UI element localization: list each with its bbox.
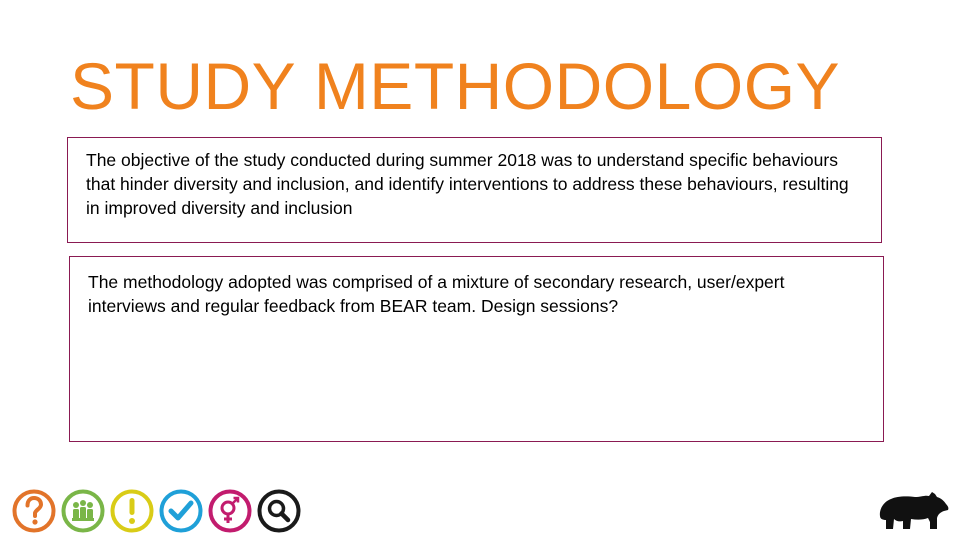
objective-textbox [67,137,882,243]
group-icon [61,489,105,533]
magnifier-icon [257,489,301,533]
footer-icon-row [12,489,301,533]
slide-title: STUDY METHODOLOGY [70,49,841,123]
question-mark-icon [12,489,56,533]
checkmark-icon [159,489,203,533]
exclamation-icon [110,489,154,533]
methodology-textbox [69,256,884,442]
objective-text: The objective of the study conducted during summer 2018 was to understand specific behaviours that hinder diversity and inclusion, and identify interventions to address these behaviours, resulting in improved diversity and inclusion [86,150,849,218]
methodology-text: The methodology adopted was comprised of a mixture of secondary research, user/expert interviews and regular feedback from BEAR team. Design sessions? [88,272,785,316]
bear-logo-icon [877,488,951,532]
gender-icon [208,489,252,533]
